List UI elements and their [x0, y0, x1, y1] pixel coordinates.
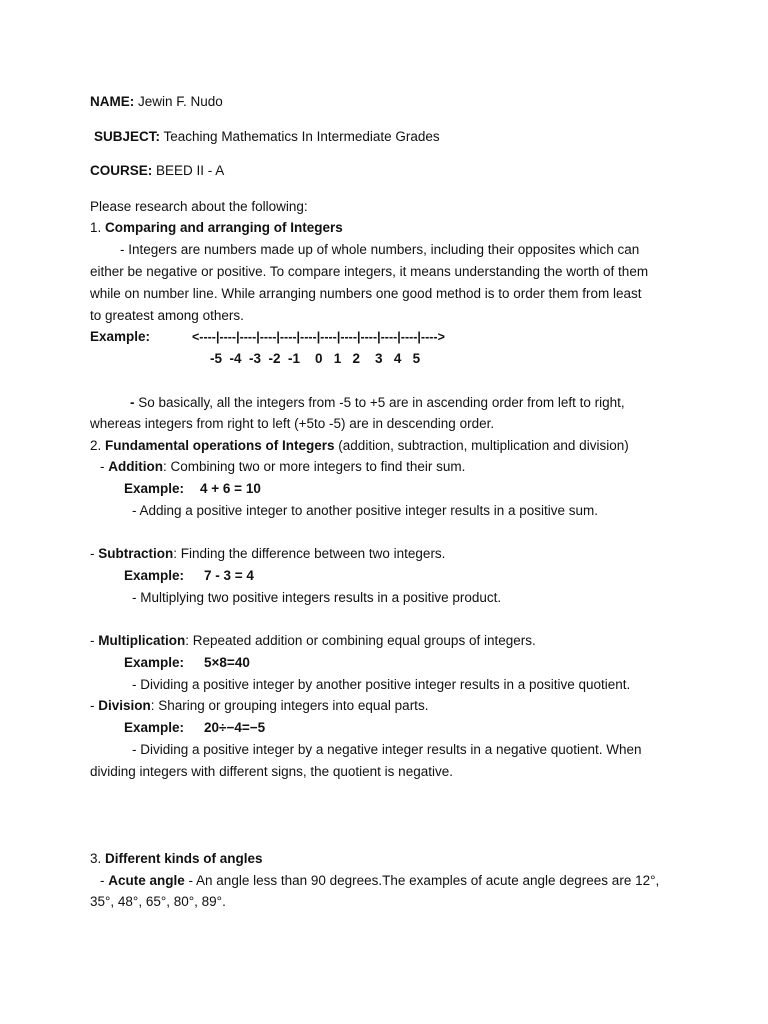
multiplication-example	[124, 654, 250, 672]
multiplication-example-value: 5×8=40	[204, 655, 250, 670]
section-1-number: 1.	[90, 220, 106, 235]
acute-angle-line-1	[100, 872, 659, 890]
course-value: BEED II - A	[152, 163, 225, 178]
section-2-subtitle: (addition, subtraction, multiplication and division)	[334, 438, 629, 453]
section-1-paragraph-line-2: either be negative or positive. To compare integers, it means understanding the worth of them	[90, 264, 649, 279]
section-2-heading	[90, 437, 629, 455]
course-line	[90, 162, 224, 180]
section-1-title: Comparing and arranging of Integers	[105, 220, 343, 235]
division-prefix: -	[90, 698, 99, 713]
multiplication-term: Multiplication	[98, 633, 186, 648]
division-term: Division	[98, 698, 151, 713]
section-1-summary-line-1	[130, 394, 625, 412]
summary-text: So basically, all the integers from -5 to +5 are in ascending order from left to right,	[134, 395, 625, 410]
summary-dash: -	[130, 395, 135, 410]
intro-text: Please research about the following:	[90, 199, 308, 214]
acute-angle-term: Acute angle	[108, 873, 185, 888]
acute-angle-line-2: 35°, 48°, 65°, 80°, 89°.	[90, 894, 226, 909]
division-note-line-1: - Dividing a positive integer by a negative integer results in a negative quotient. When	[132, 742, 642, 757]
section-3-number: 3.	[90, 851, 106, 866]
division-note-line-2: dividing integers with different signs, the quotient is negative.	[90, 764, 453, 779]
addition-example	[124, 480, 261, 498]
subtraction-line	[90, 545, 445, 563]
section-3-heading	[90, 850, 263, 868]
section-1-example-label: Example:	[90, 329, 151, 344]
section-1-summary-line-2: whereas integers from right to left (+5to -5) are in descending order.	[90, 416, 495, 431]
subject-value: Teaching Mathematics In Intermediate Grades	[160, 129, 440, 144]
subject-line	[94, 128, 440, 146]
addition-example-label: Example:	[124, 481, 185, 496]
subtraction-prefix: -	[90, 546, 99, 561]
number-line-labels: -5 -4 -3 -2 -1 0 1 2 3 4 5	[210, 351, 421, 366]
section-2-title: Fundamental operations of Integers	[105, 438, 335, 453]
division-line	[90, 697, 428, 715]
multiplication-line	[90, 632, 536, 650]
name-label: NAME:	[90, 94, 135, 109]
multiplication-definition: : Repeated addition or combining equal groups of integers.	[185, 633, 536, 648]
acute-angle-prefix: -	[100, 873, 109, 888]
addition-term: Addition	[108, 459, 163, 474]
name-line	[90, 93, 223, 111]
subtraction-example-value: 7 - 3 = 4	[204, 568, 254, 583]
section-2-number: 2.	[90, 438, 106, 453]
number-line: <----|----|----|----|----|----|----|----|----|----|----|---->	[192, 330, 445, 344]
division-example	[124, 719, 265, 737]
subtraction-definition: : Finding the difference between two integers.	[173, 546, 446, 561]
section-1-paragraph-line-3: while on number line. While arranging numbers one good method is to order them from least	[90, 286, 642, 301]
division-example-label: Example:	[124, 720, 185, 735]
division-example-value: 20÷−4=−5	[204, 720, 266, 735]
section-3-title: Different kinds of angles	[105, 851, 263, 866]
addition-line	[100, 458, 465, 476]
subtraction-example-label: Example:	[124, 568, 185, 583]
section-1-paragraph-line-1: - Integers are numbers made up of whole numbers, including their opposites which can	[120, 242, 640, 257]
section-1-heading	[90, 219, 343, 237]
subtraction-note: - Multiplying two positive integers results in a positive product.	[132, 590, 502, 605]
multiplication-note: - Dividing a positive integer by another positive integer results in a positive quotient.	[132, 677, 631, 692]
addition-example-value: 4 + 6 = 10	[200, 481, 261, 496]
section-1-paragraph-line-4: to greatest among others.	[90, 308, 244, 323]
addition-note: - Adding a positive integer to another positive integer results in a positive sum.	[132, 503, 599, 518]
multiplication-prefix: -	[90, 633, 99, 648]
course-label: COURSE:	[90, 163, 153, 178]
name-value: Jewin F. Nudo	[134, 94, 223, 109]
acute-angle-definition: - An angle less than 90 degrees.The examples of acute angle degrees are 12°,	[184, 873, 660, 888]
addition-definition: : Combining two or more integers to find their sum.	[162, 459, 466, 474]
multiplication-example-label: Example:	[124, 655, 185, 670]
subtraction-example	[124, 567, 254, 585]
subject-label: SUBJECT:	[94, 129, 161, 144]
division-definition: : Sharing or grouping integers into equal parts.	[150, 698, 429, 713]
subtraction-term: Subtraction	[98, 546, 174, 561]
addition-prefix: -	[100, 459, 109, 474]
